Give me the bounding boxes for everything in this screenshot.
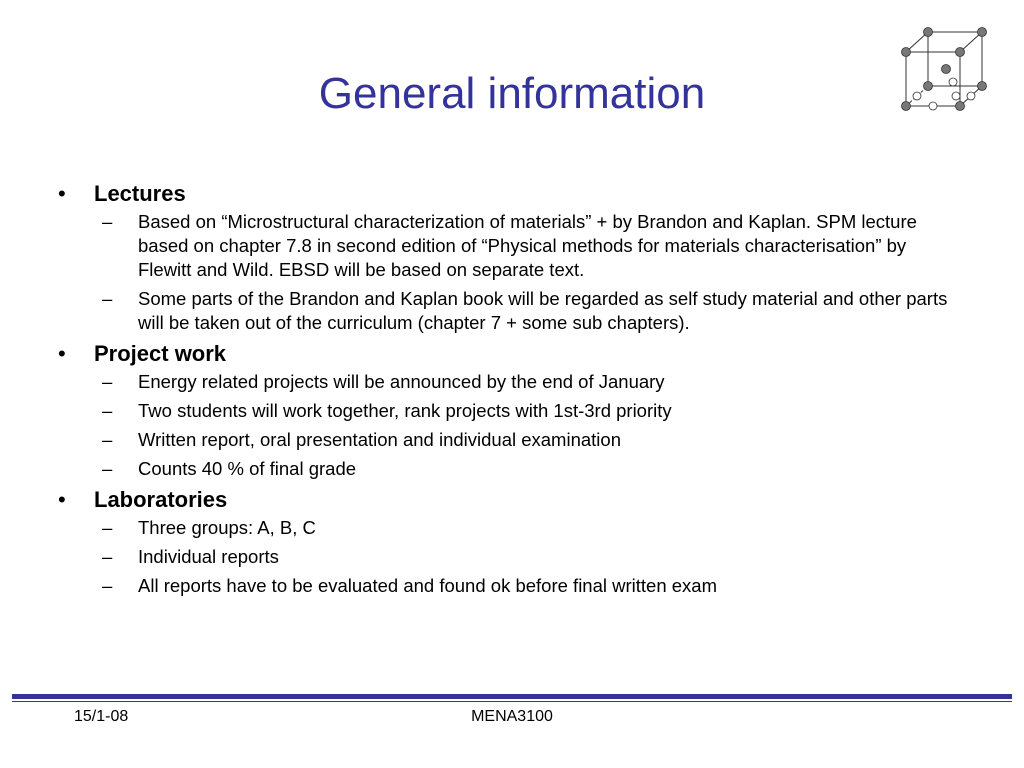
list-item: – Counts 40 % of final grade — [102, 458, 357, 479]
list-item: – Based on “Microstructural characterization of materials” + by Brandon and Kaplan. SPM lecture based on chapter 7.8 in second edition of “Physical methods for materials characterisation” by Flewitt and Wild. EBSD will be based on separate text. — [102, 211, 917, 280]
footer-course: MENA3100 — [471, 708, 553, 725]
section-heading: Lectures — [94, 181, 186, 206]
bullet-dot: • — [58, 341, 66, 366]
list-item: – Three groups: A, B, C — [102, 517, 316, 538]
footer-divider — [12, 701, 1012, 702]
bullet-list — [58, 178, 958, 598]
bullet-dot: • — [58, 181, 66, 206]
list-item: – Written report, oral presentation and individual examination — [102, 429, 621, 450]
section-heading: Project work — [94, 341, 227, 366]
section-lectures — [58, 178, 958, 335]
section-project-work — [58, 338, 958, 481]
footer-divider — [12, 694, 1012, 699]
section-laboratories — [58, 484, 958, 598]
bullet-dot: • — [58, 487, 66, 512]
list-item: – Individual reports — [102, 546, 279, 567]
section-heading: Laboratories — [94, 487, 228, 512]
list-item: – All reports have to be evaluated and found ok before final written exam — [102, 575, 717, 596]
list-item: – Some parts of the Brandon and Kaplan book will be regarded as self study material and other parts will be taken out of the curriculum (chapter 7 + some sub chapters). — [102, 288, 948, 333]
footer-date: 15/1-08 — [74, 708, 129, 725]
list-item: – Two students will work together, rank projects with 1st-3rd priority — [102, 400, 672, 421]
crystal-lattice-icon — [896, 24, 996, 114]
slide-title: General information — [318, 69, 706, 118]
list-item: – Energy related projects will be announced by the end of January — [102, 371, 665, 392]
